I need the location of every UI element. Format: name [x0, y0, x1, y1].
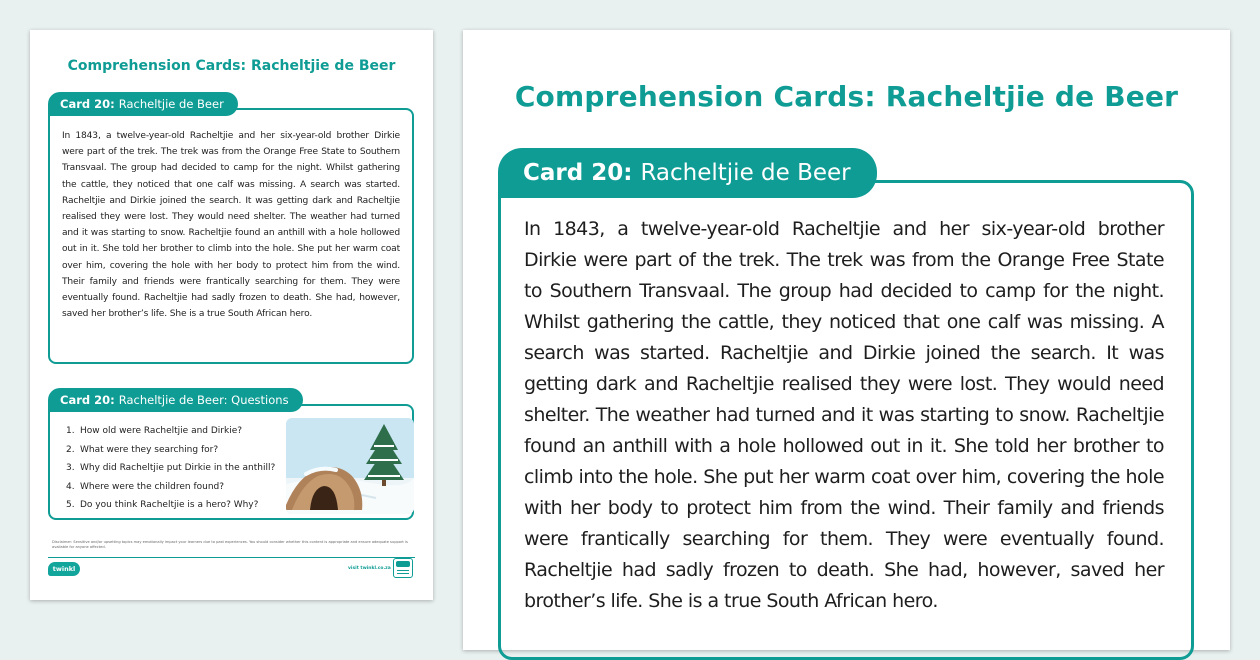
footer-divider [48, 557, 415, 558]
thumbnail-questions-tab [48, 388, 303, 412]
disclaimer-text: Disclaimer: Sensitive and/or upsetting topics may emotionally impact your learners due to past experiences. You should consider whether this content is appropriate and ensure adequate support is available for anyone affected. [52, 540, 408, 549]
thumbnail-questions-card [48, 404, 414, 520]
question-item: 5. Do you think Racheltjie is a hero? Why? [66, 500, 259, 510]
page-title: Comprehension Cards: Racheltjie de Beer [514, 80, 1179, 113]
question-item: 3. Why did Racheltjie put Dirkie in the anthill? [66, 463, 276, 473]
passage-text: In 1843, a twelve-year-old Racheltjie and her six-year-old brother Dirkie were part of the trek. The trek was from the Orange Free State to Southern Transvaal. The group had decided to camp for the night. Whilst gathering the cattle, they noticed that one calf was missing. A search was started. Racheltjie and Dirkie joined the search. It was getting dark and Racheltjie realised they were lost. They would need shelter. The weather had turned and it was starting to snow. Racheltjie found an anthill with a hole hollowed out in it. She told her brother to climb into the hole. She put her warm coat over him, covering the hole with her body to protect him from the wind. Their family and friends were frantically searching for them. They were eventually found. Racheltjie had sadly frozen to death. She had, however, saved her brother’s life. She is a true South African hero. [524, 218, 1164, 612]
thumbnail-title: Comprehension Cards: Racheltjie de Beer [67, 58, 396, 74]
thumbnail-questions-list [66, 422, 275, 515]
question-item: 1. How old were Racheltjie and Dirkie? [66, 426, 243, 436]
thumbnail-card-tab [48, 92, 238, 116]
question-item: 4. Where were the children found? [66, 481, 225, 492]
visit-link[interactable]: visit twinkl.co.za [348, 566, 391, 571]
thumbnail-card-name: Racheltjie de Beer [118, 97, 224, 111]
thumbnail-passage-card [48, 108, 414, 364]
badge-icon [393, 558, 413, 578]
twinkl-logo: twinkl [48, 562, 80, 576]
card-name: Racheltjie de Beer [640, 160, 851, 186]
enlarged-page [463, 30, 1230, 650]
thumbnail-passage-text: In 1843, a twelve-year-old Racheltjie and her six-year-old brother Dirkie were part of the trek. The trek was from the Orange Free State to Southern Transvaal. The group had decided to camp for the night. Whilst gathering the cattle, they noticed that one calf was missing. A search was started. Racheltjie and Dirkie joined the search. It was getting dark and Racheltjie realised they were lost. They would need shelter. The weather had turned and it was starting to snow. Racheltjie found an anthill with a hole hollowed out in it. She told her brother to climb into the hole. She put her warm coat over him, covering the hole with her body to protect him from the wind. Their family and friends were frantically searching for them. They were eventually found. Racheltjie had sadly frozen to death. She had, however, saved her brother’s life. She is a true South African hero. [62, 131, 400, 320]
anthill-snow-illustration [286, 418, 414, 514]
thumbnail-card-label: Card 20: [60, 97, 119, 111]
thumbnail-page [30, 30, 433, 600]
thumbnail-questions-name: Racheltjie de Beer: Questions [118, 393, 289, 407]
question-item: 2. What were they searching for? [66, 444, 219, 455]
thumbnail-questions-label: Card 20: [60, 393, 119, 407]
card-label: Card 20: [523, 160, 641, 186]
card-tab [498, 148, 877, 198]
